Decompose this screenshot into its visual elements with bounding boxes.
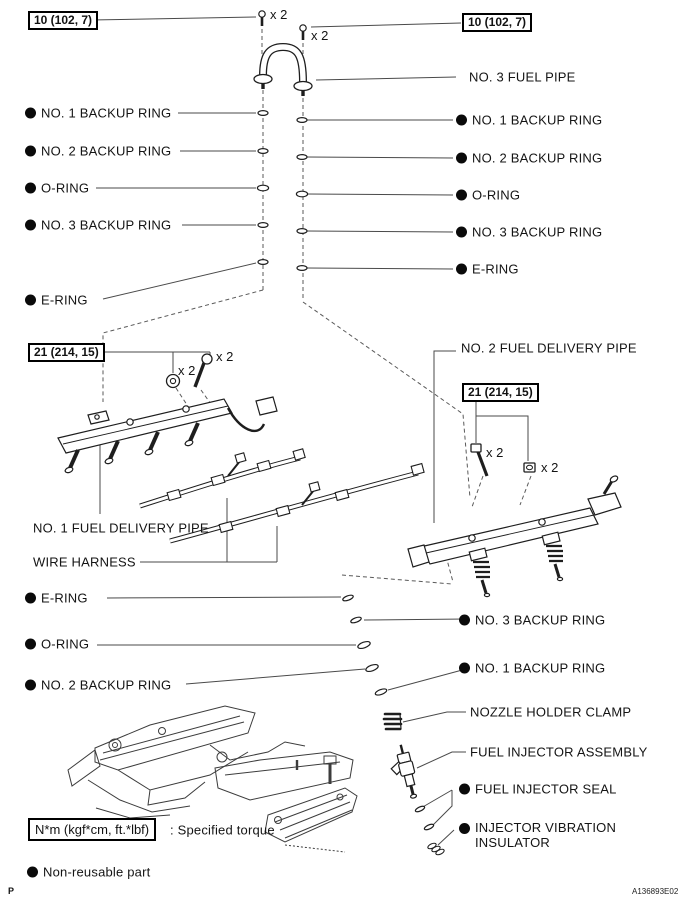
- label-bottom-e-ring: [25, 591, 88, 606]
- label-text: WIRE HARNESS: [33, 554, 136, 570]
- non-reusable-dot: [456, 115, 467, 126]
- label-left-no3-backup-ring: [25, 218, 171, 233]
- label-text: NO. 2 BACKUP RING: [41, 143, 172, 159]
- figure-code: A136893E02: [632, 887, 679, 896]
- label-right-no2-backup-ring: [456, 151, 602, 166]
- label-text: E-RING: [472, 261, 519, 277]
- label-text: NO. 2 BACKUP RING: [41, 677, 172, 693]
- label-right-no3-backup-ring: [456, 225, 602, 240]
- torque-spec-mid-left: 21 (214, 15): [28, 343, 105, 362]
- torque-spec-mid-right: 21 (214, 15): [462, 383, 539, 402]
- label-injector-vibration-insulator: [459, 820, 643, 850]
- torque-units-box: N*m (kgf*cm, ft.*lbf): [28, 818, 156, 841]
- label-left-o-ring: [25, 181, 89, 196]
- label-text: NO. 3 FUEL PIPE: [469, 69, 576, 85]
- label-text: NO. 1 BACKUP RING: [475, 660, 606, 676]
- label-bottom-no2-backup-ring: [25, 678, 171, 693]
- label-text: NO. 1 BACKUP RING: [41, 105, 172, 121]
- torque-legend-text: [170, 823, 275, 838]
- label-text: NOZZLE HOLDER CLAMP: [470, 704, 632, 720]
- non-reusable-dot: [456, 153, 467, 164]
- label-text: Non-reusable part: [43, 864, 151, 880]
- label-right-no1-backup-ring: [456, 113, 602, 128]
- torque-spec-top-right: 10 (102, 7): [462, 13, 532, 32]
- non-reusable-dot: [25, 593, 36, 604]
- label-nozzle-holder-clamp: [470, 705, 631, 720]
- label-no3-fuel-pipe: [469, 70, 576, 85]
- label-no1-fuel-delivery-pipe: [33, 521, 209, 536]
- quantity-x2-top-1: x 2: [270, 7, 288, 22]
- nozzle-holder-clamp-drawing: [384, 714, 401, 729]
- label-text: : Specified torque: [170, 822, 275, 838]
- no2-fuel-delivery-pipe-drawing: [408, 475, 621, 597]
- non-reusable-dot: [459, 823, 470, 834]
- page-letter: P: [8, 886, 15, 896]
- ring-parts: [257, 111, 434, 831]
- label-text: NO. 3 BACKUP RING: [41, 217, 172, 233]
- label-text: FUEL INJECTOR ASSEMBLY: [470, 744, 648, 760]
- non-reusable-dot: [459, 784, 470, 795]
- quantity-x2-midright-1: x 2: [486, 445, 504, 460]
- non-reusable-dot: [25, 183, 36, 194]
- quantity-x2-midleft-1: x 2: [178, 363, 196, 378]
- non-reusable-legend: [27, 865, 150, 880]
- label-text: FUEL INJECTOR SEAL: [475, 781, 617, 797]
- no3-fuel-pipe-drawing: [254, 47, 312, 96]
- non-reusable-dot: [456, 264, 467, 275]
- label-fuel-injector-assembly: [470, 745, 648, 760]
- label-text: NO. 1 BACKUP RING: [472, 112, 603, 128]
- label-text: E-RING: [41, 292, 88, 308]
- label-bottom-o-ring: [25, 637, 89, 652]
- non-reusable-dot: [456, 227, 467, 238]
- label-text: O-RING: [41, 180, 90, 196]
- non-reusable-dot: [25, 220, 36, 231]
- label-wire-harness: [33, 555, 136, 570]
- torque-spec-top-left: 10 (102, 7): [28, 11, 98, 30]
- label-text: NO. 1 FUEL DELIVERY PIPE: [33, 520, 209, 536]
- non-reusable-dot: [25, 108, 36, 119]
- label-text: E-RING: [41, 590, 88, 606]
- label-bottom-no1-backup-ring: [459, 661, 605, 676]
- injector-vibration-insulator-drawing: [427, 842, 445, 856]
- label-no2-fuel-delivery-pipe: [461, 341, 637, 356]
- non-reusable-dot: [25, 639, 36, 650]
- non-reusable-dot: [25, 146, 36, 157]
- quantity-x2-midleft-2: x 2: [216, 349, 234, 364]
- non-reusable-dot: [459, 663, 470, 674]
- label-text: O-RING: [472, 187, 521, 203]
- no1-fuel-delivery-pipe-drawing: [58, 397, 277, 474]
- fuel-injector-assembly-drawing: [386, 743, 421, 801]
- quantity-x2-top-2: x 2: [311, 28, 329, 43]
- non-reusable-dot: [459, 615, 470, 626]
- label-text: NO. 3 BACKUP RING: [472, 224, 603, 240]
- label-text: NO. 2 FUEL DELIVERY PIPE: [461, 340, 637, 356]
- label-left-e-ring: [25, 293, 88, 308]
- non-reusable-dot: [456, 190, 467, 201]
- label-right-e-ring: [456, 262, 519, 277]
- label-text: NO. 2 BACKUP RING: [472, 150, 603, 166]
- label-text: INJECTOR VIBRATION INSULATOR: [475, 820, 617, 850]
- label-left-no1-backup-ring: [25, 106, 171, 121]
- label-bottom-no3-backup-ring: [459, 613, 605, 628]
- label-fuel-injector-seal: [459, 782, 617, 797]
- quantity-x2-midright-2: x 2: [541, 460, 559, 475]
- non-reusable-dot: [25, 680, 36, 691]
- label-right-o-ring: [456, 188, 520, 203]
- non-reusable-dot: [25, 295, 36, 306]
- label-text: O-RING: [41, 636, 90, 652]
- non-reusable-dot: [27, 867, 38, 878]
- label-left-no2-backup-ring: [25, 144, 171, 159]
- label-text: NO. 3 BACKUP RING: [475, 612, 606, 628]
